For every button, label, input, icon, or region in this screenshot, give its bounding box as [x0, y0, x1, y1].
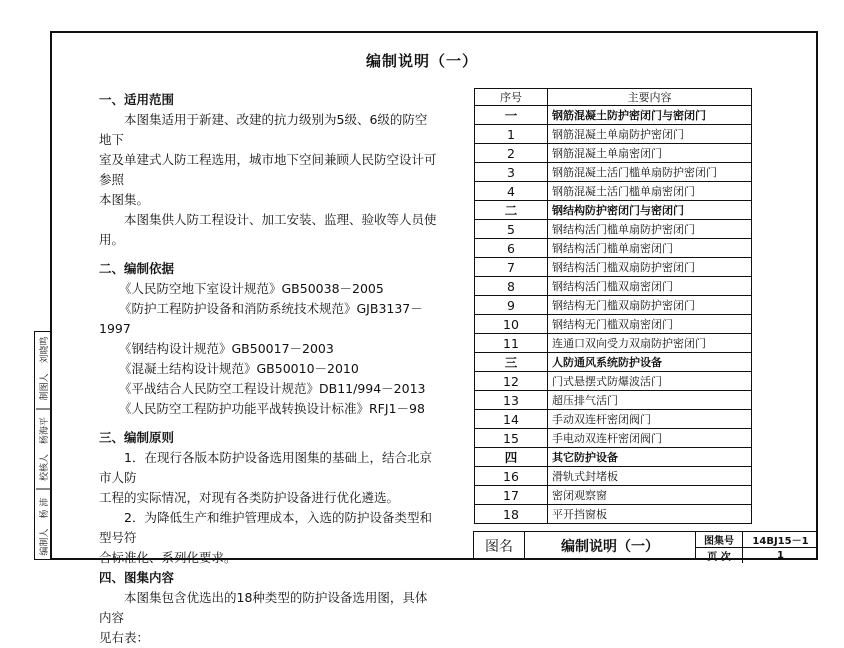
row-content: 滑轨式封堵板 [548, 467, 752, 486]
table-row [475, 505, 752, 524]
table-row [475, 467, 752, 486]
row-content: 钢结构活门槛双扇防护密闭门 [548, 258, 752, 277]
table-row [475, 220, 752, 239]
basis-ref: 《人民防空工程防护功能平战转换设计标准》RFJ1－98 [119, 401, 425, 416]
principles-line: 2．为降低生产和维护管理成本，入选的防护设备类型和型号符 [99, 510, 432, 545]
row-content: 钢结构活门槛单扇密闭门 [548, 239, 752, 258]
basis-heading: 二、编制依据 [99, 261, 175, 276]
row-number: 3 [475, 163, 548, 182]
row-number: 8 [475, 277, 548, 296]
sidebar-label-drafter: 制图人 [39, 372, 49, 400]
title-block-title: 编制说明（一） [525, 532, 696, 560]
row-number: 4 [475, 182, 548, 201]
row-number: 14 [475, 410, 548, 429]
table-section-row [475, 106, 752, 125]
sidebar-name-drafter: 刘晓鸣 [39, 335, 49, 363]
table-header-row [475, 89, 752, 106]
row-number: 5 [475, 220, 548, 239]
table-row [475, 125, 752, 144]
table-row [475, 486, 752, 505]
atlas-number-label: 图集号 [696, 532, 743, 547]
table-row [475, 410, 752, 429]
row-content: 钢筋混凝土活门槛单扇密闭门 [548, 182, 752, 201]
basis-ref: 1997 [99, 321, 131, 336]
row-content: 钢筋混凝土单扇密闭门 [548, 144, 752, 163]
table-row [475, 296, 752, 315]
row-content: 人防通风系统防护设备 [548, 353, 752, 372]
table-row [475, 239, 752, 258]
row-number: 一 [475, 106, 548, 125]
table-row [475, 315, 752, 334]
row-number: 11 [475, 334, 548, 353]
row-number: 2 [475, 144, 548, 163]
sidebar-label-author: 编制人 [39, 528, 49, 556]
table-row [475, 144, 752, 163]
row-content: 钢筋混凝土防护密闭门与密闭门 [548, 106, 752, 125]
row-content: 钢结构无门槛双扇防护密闭门 [548, 296, 752, 315]
scope-heading: 一、适用范围 [99, 92, 175, 107]
row-content: 密闭观察窗 [548, 486, 752, 505]
table-row [475, 372, 752, 391]
row-number: 16 [475, 467, 548, 486]
row-number: 15 [475, 429, 548, 448]
basis-ref: 《钢结构设计规范》GB50017－2003 [119, 341, 334, 356]
explanation-text [99, 90, 439, 648]
title-block [473, 531, 818, 563]
row-number: 7 [475, 258, 548, 277]
page-number-label: 页 次 [696, 548, 743, 563]
table-row [475, 391, 752, 410]
table-row [475, 277, 752, 296]
basis-ref: 《平战结合人民防空工程设计规范》DB11/994－2013 [119, 381, 426, 396]
table-row [475, 258, 752, 277]
row-content: 钢筋混凝土活门槛单扇防护密闭门 [548, 163, 752, 182]
sidebar-name-checker: 杨海平 [39, 416, 49, 444]
row-content: 超压排气活门 [548, 391, 752, 410]
row-content: 手电动双连杆密闭阀门 [548, 429, 752, 448]
principles-heading: 三、编制原则 [99, 430, 175, 445]
row-number: 10 [475, 315, 548, 334]
sidebar-name-author: 杨 沛 [39, 497, 49, 519]
row-content: 平开挡窗板 [548, 505, 752, 524]
atlas-number-value: 14BJ15－1 [752, 536, 809, 547]
row-number: 二 [475, 201, 548, 220]
basis-ref: 《人民防空地下室设计规范》GB50038－2005 [119, 281, 384, 296]
contents-line: 见右表： [99, 630, 150, 645]
row-content: 钢结构防护密闭门与密闭门 [548, 201, 752, 220]
table-row [475, 163, 752, 182]
row-content: 钢结构无门槛双扇密闭门 [548, 315, 752, 334]
table-section-row [475, 448, 752, 467]
row-content: 门式悬摆式防爆波活门 [548, 372, 752, 391]
table-row [475, 182, 752, 201]
contents-heading: 四、图集内容 [99, 570, 175, 585]
row-number: 9 [475, 296, 548, 315]
header-number: 序号 [475, 89, 548, 106]
row-content: 钢筋混凝土单扇防护密闭门 [548, 125, 752, 144]
basis-ref: 《混凝土结构设计规范》GB50010－2010 [119, 361, 359, 376]
principles-line: 工程的实际情况，对现有各类防护设备进行优化遴选。 [99, 490, 400, 505]
contents-table [474, 88, 752, 524]
row-number: 三 [475, 353, 548, 372]
row-content: 钢结构活门槛双扇密闭门 [548, 277, 752, 296]
row-number: 13 [475, 391, 548, 410]
principles-line: 合标准化、系列化要求。 [99, 550, 237, 565]
scope-line: 室及单建式人防工程选用，城市地下空间兼顾人民防空设计可参照 [99, 152, 437, 187]
signature-strip [34, 331, 50, 560]
row-number: 17 [475, 486, 548, 505]
row-number: 6 [475, 239, 548, 258]
table-section-row [475, 353, 752, 372]
row-content: 连通口双向受力双扇防护密闭门 [548, 334, 752, 353]
page-number-value: 1 [777, 550, 784, 561]
row-content: 钢结构活门槛单扇防护密闭门 [548, 220, 752, 239]
row-content: 其它防护设备 [548, 448, 752, 467]
page-title: 编制说明（一） [365, 52, 478, 70]
row-number: 12 [475, 372, 548, 391]
scope-line: 本图集。 [99, 192, 150, 207]
row-number: 18 [475, 505, 548, 524]
basis-ref: 《防护工程防护设备和消防系统技术规范》GJB3137－ [119, 301, 423, 316]
row-content: 手动双连杆密闭阀门 [548, 410, 752, 429]
contents-line: 本图集包含优选出的18种类型的防护设备选用图，具体内容 [99, 590, 428, 625]
row-number: 1 [475, 125, 548, 144]
header-content: 主要内容 [548, 89, 752, 106]
sidebar-label-checker: 校核人 [39, 453, 49, 481]
title-block-label: 图名 [474, 532, 525, 560]
table-row [475, 334, 752, 353]
table-row [475, 429, 752, 448]
table-section-row [475, 201, 752, 220]
row-number: 四 [475, 448, 548, 467]
principles-line: 1．在现行各版本防护设备选用图集的基础上，结合北京市人防 [99, 450, 432, 485]
scope-line: 本图集适用于新建、改建的抗力级别为5级、6级的防空地下 [99, 112, 428, 147]
scope-line: 本图集供人防工程设计、加工安装、监理、验收等人员使用。 [99, 212, 437, 247]
